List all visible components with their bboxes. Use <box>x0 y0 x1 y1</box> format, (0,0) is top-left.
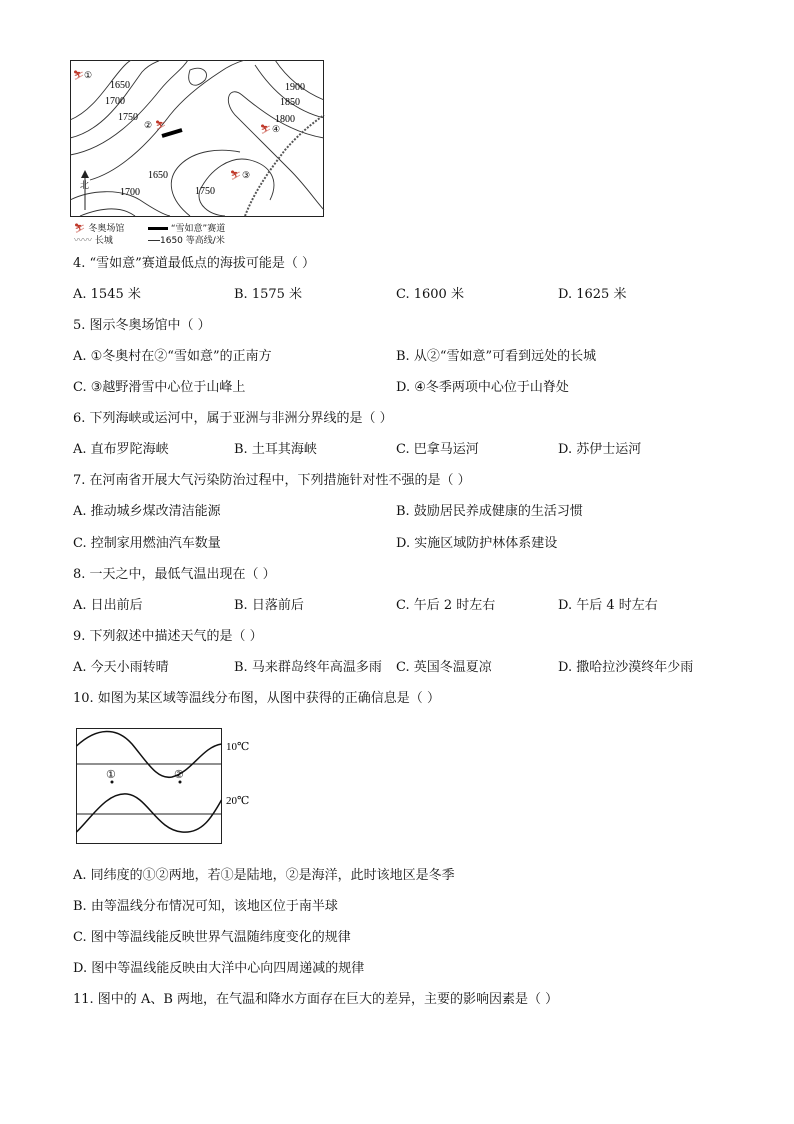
legend-track: “雪如意”赛道 <box>148 224 225 235</box>
point-marker-2 <box>179 781 182 784</box>
legend-contour: 1650 等高线/米 <box>148 236 225 247</box>
point-label-1: ① <box>106 769 116 781</box>
question-7-stem: 7. 在河南省开展大气污染防治过程中，下列措施针对性不强的是（ ） <box>73 473 471 488</box>
point-marker-1 <box>111 781 114 784</box>
contour-label: 1850 <box>280 97 300 108</box>
venue-mark: ④ <box>272 124 281 134</box>
isotherm-label-10: 10℃ <box>226 741 250 753</box>
question-4-stem: 4. “雪如意”赛道最低点的海拔可能是（ ） <box>73 256 315 271</box>
q10-option-d[interactable]: D. 图中等温线能反映由大洋中心向四周递减的规律 <box>73 961 365 976</box>
q8-option-b[interactable]: B. 日落前后 <box>234 598 304 613</box>
contour-label: 1900 <box>285 82 305 93</box>
q5-option-c[interactable]: C. ③越野滑雪中心位于山峰上 <box>73 380 246 395</box>
q4-option-c[interactable]: C. 1600 米 <box>396 287 464 302</box>
point-label-2: ② <box>174 769 184 781</box>
q10-option-c[interactable]: C. 图中等温线能反映世界气温随纬度变化的规律 <box>73 930 351 945</box>
contour-label: 1650 <box>110 80 130 91</box>
contour-label: 1650 <box>148 170 168 181</box>
q7-option-d[interactable]: D. 实施区域防护林体系建设 <box>396 536 558 551</box>
q6-option-b[interactable]: B. 土耳其海峡 <box>234 442 317 457</box>
q4-option-d[interactable]: D. 1625 米 <box>558 287 627 302</box>
contour-label: 1750 <box>195 186 215 197</box>
contour-map <box>70 60 325 220</box>
q9-option-b[interactable]: B. 马来群岛终年高温多雨 <box>234 660 382 675</box>
question-9-stem: 9. 下列叙述中描述天气的是（ ） <box>73 629 263 644</box>
q8-option-a[interactable]: A. 日出前后 <box>73 598 143 613</box>
q8-option-d[interactable]: D. 午后 4 时左右 <box>558 598 658 613</box>
q7-option-c[interactable]: C. 控制家用燃油汽车数量 <box>73 536 221 551</box>
legend-venue: ⛷ 冬奥场馆 <box>74 224 125 234</box>
legend-wall: 〰〰 长城 <box>74 236 113 246</box>
venue-mark: ① <box>84 70 93 80</box>
q7-option-b[interactable]: B. 鼓励居民养成健康的生活习惯 <box>396 504 583 519</box>
q10-option-b[interactable]: B. 由等温线分布情况可知，该地区位于南半球 <box>73 899 338 914</box>
contour-label: 1800 <box>275 114 295 125</box>
q9-option-d[interactable]: D. 撒哈拉沙漠终年少雨 <box>558 660 694 675</box>
isotherm-diagram <box>72 722 262 850</box>
q9-option-a[interactable]: A. 今天小雨转晴 <box>73 660 169 675</box>
contour-label: 1750 <box>118 112 138 123</box>
q4-option-a[interactable]: A. 1545 米 <box>73 287 141 302</box>
north-label: 北 <box>80 180 90 190</box>
venue-mark: ③ <box>242 170 251 180</box>
skier-icon: ⛷ <box>260 124 272 134</box>
q9-option-c[interactable]: C. 英国冬温夏凉 <box>396 660 492 675</box>
q5-option-d[interactable]: D. ④冬季两项中心位于山脊处 <box>396 380 569 395</box>
q4-option-b[interactable]: B. 1575 米 <box>234 287 303 302</box>
question-6-stem: 6. 下列海峡或运河中，属于亚洲与非洲分界线的是（ ） <box>73 411 393 426</box>
q8-option-c[interactable]: C. 午后 2 时左右 <box>396 598 496 613</box>
q5-option-b[interactable]: B. 从②“雪如意”可看到远处的长城 <box>396 349 597 364</box>
skier-icon: ⛷ <box>230 170 242 180</box>
question-5-stem: 5. 图示冬奥场馆中（ ） <box>73 318 211 333</box>
q5-option-a[interactable]: A. ①冬奥村在②“雪如意”的正南方 <box>73 349 272 364</box>
question-8-stem: 8. 一天之中，最低气温出现在（ ） <box>73 567 276 582</box>
isotherm-label-20: 20℃ <box>226 795 250 807</box>
q6-option-c[interactable]: C. 巴拿马运河 <box>396 442 479 457</box>
contour-label: 1700 <box>105 96 125 107</box>
question-11-stem: 11. 图中的 A、B 两地，在气温和降水方面存在巨大的差异，主要的影响因素是（ ） <box>73 992 559 1007</box>
q10-option-a[interactable]: A. 同纬度的①②两地，若①是陆地，②是海洋，此时该地区是冬季 <box>73 868 455 883</box>
skier-icon: ⛷ <box>73 70 85 80</box>
q7-option-a[interactable]: A. 推动城乡煤改清洁能源 <box>73 504 221 519</box>
skier-icon: ⛷ <box>155 120 167 130</box>
question-10-stem: 10. 如图为某区域等温线分布图，从图中获得的正确信息是（ ） <box>73 691 440 706</box>
q6-option-d[interactable]: D. 苏伊士运河 <box>558 442 642 457</box>
contour-label: 1700 <box>120 187 140 198</box>
q6-option-a[interactable]: A. 直布罗陀海峡 <box>73 442 169 457</box>
venue-mark: ② <box>144 120 153 130</box>
